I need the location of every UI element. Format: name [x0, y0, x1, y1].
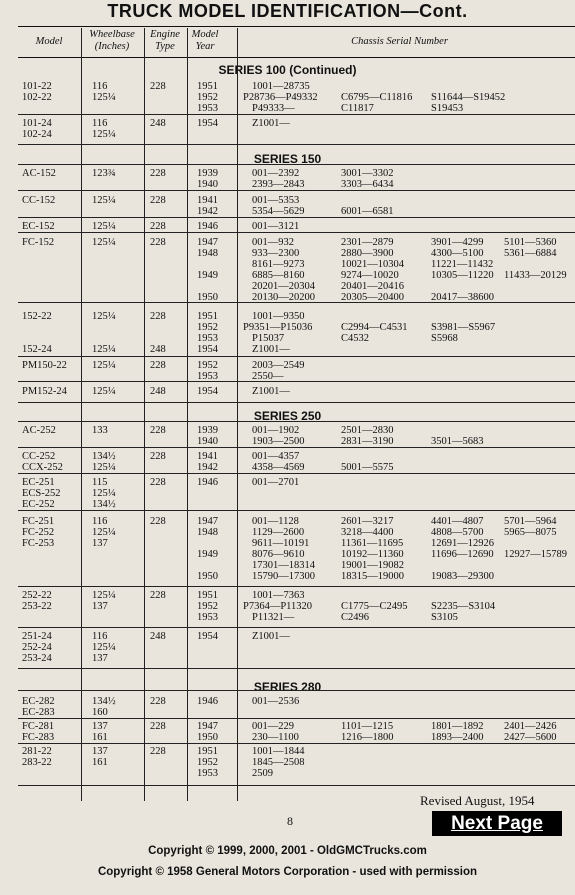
year-cell: 1950 [197, 292, 218, 303]
year-cell: 1948 [197, 248, 218, 259]
serial-range-cell: 1216—1800 [341, 732, 394, 743]
year-cell: 1952 [197, 601, 218, 612]
wheelbase-cell: 125¼ [92, 488, 116, 499]
serial-range-cell: 5101—5360 [504, 237, 557, 248]
engine-cell: 228 [150, 425, 166, 436]
serial-range-cell: 6001—6581 [341, 206, 394, 217]
wheelbase-cell: 161 [92, 757, 108, 768]
wheelbase-cell: 116 [92, 81, 108, 92]
serial-range-cell: 20305—20400 [341, 292, 404, 303]
serial-range-cell: 2831—3190 [341, 436, 394, 447]
serial-range-cell: 5001—5575 [341, 462, 394, 473]
year-cell: 1947 [197, 516, 218, 527]
wheelbase-cell: 160 [92, 707, 108, 718]
serial-range-cell: 12927—15789 [504, 549, 567, 560]
serial-range-cell: S3981—S5967 [431, 322, 496, 333]
wheelbase-cell: 125¼ [92, 92, 116, 103]
model-cell: 101-24 [22, 118, 52, 129]
serial-range-cell: 3901—4299 [431, 237, 484, 248]
year-cell: 1953 [197, 371, 218, 382]
year-cell: 1946 [197, 221, 218, 232]
serial-range-cell: P49333— [252, 103, 295, 114]
serial-range-cell: P11321— [252, 612, 295, 623]
model-cell: AC-252 [22, 425, 56, 436]
serial-range-cell: S3105 [431, 612, 458, 623]
serial-range-cell: 001—5353 [252, 195, 300, 206]
model-cell: 252-24 [22, 642, 52, 653]
serial-range-cell: 1101—1215 [341, 721, 394, 732]
serial-range-cell: 3303—6434 [341, 179, 394, 190]
model-cell: CC-152 [22, 195, 56, 206]
year-cell: 1953 [197, 612, 218, 623]
serial-range-cell: Z1001— [252, 386, 290, 397]
year-cell: 1942 [197, 462, 218, 473]
serial-range-cell: 3001—3302 [341, 168, 394, 179]
col-header-model: Model [35, 36, 63, 47]
row-divider [18, 164, 575, 165]
row-divider [18, 402, 575, 403]
serial-range-cell: 11221—11432 [431, 259, 494, 270]
serial-range-cell: 5701—5964 [504, 516, 557, 527]
serial-range-cell: 230—1100 [252, 732, 299, 743]
row-divider [18, 114, 575, 115]
row-divider [18, 718, 575, 719]
year-cell: 1946 [197, 477, 218, 488]
engine-cell: 228 [150, 696, 166, 707]
year-cell: 1953 [197, 333, 218, 344]
serial-range-cell: C2994—C4531 [341, 322, 408, 333]
model-cell: PM152-24 [22, 386, 67, 397]
model-cell: FC-252 [22, 527, 55, 538]
engine-cell: 228 [150, 451, 166, 462]
serial-range-cell: 1001—7363 [252, 590, 305, 601]
wheelbase-cell: 161 [92, 732, 108, 743]
serial-range-cell: 12691—12926 [431, 538, 494, 549]
serial-range-cell: S19453 [431, 103, 464, 114]
engine-cell: 228 [150, 590, 166, 601]
engine-cell: 228 [150, 311, 166, 322]
year-cell: 1953 [197, 103, 218, 114]
year-cell: 1952 [197, 757, 218, 768]
engine-cell: 228 [150, 746, 166, 757]
wheelbase-cell: 134½ [92, 696, 116, 707]
year-cell: 1941 [197, 195, 218, 206]
serial-range-cell: 933—2300 [252, 248, 300, 259]
wheelbase-cell: 125¼ [92, 129, 116, 140]
model-cell: 101-22 [22, 81, 52, 92]
year-cell: 1948 [197, 527, 218, 538]
engine-cell: 228 [150, 477, 166, 488]
model-cell: 253-22 [22, 601, 52, 612]
revision-note: Revised August, 1954 [420, 793, 535, 808]
page-number: 8 [287, 814, 293, 828]
model-cell: 252-22 [22, 590, 52, 601]
serial-range-cell: 3218—4400 [341, 527, 394, 538]
model-cell: EC-282 [22, 696, 55, 707]
year-cell: 1939 [197, 168, 218, 179]
year-cell: 1946 [197, 696, 218, 707]
serial-range-cell: S11644—S19452 [431, 92, 506, 103]
model-cell: 281-22 [22, 746, 52, 757]
year-cell: 1950 [197, 732, 218, 743]
serial-range-cell: 4300—5100 [431, 248, 484, 259]
page-title: TRUCK MODEL IDENTIFICATION—Cont. [107, 1, 468, 21]
engine-cell: 228 [150, 168, 166, 179]
serial-range-cell: 19001—19082 [341, 560, 404, 571]
serial-range-cell: 19083—29300 [431, 571, 494, 582]
model-cell: FC-253 [22, 538, 55, 549]
copyright-site: Copyright © 1999, 2000, 2001 - OldGMCTrucks.com [148, 845, 427, 857]
year-cell: 1940 [197, 436, 218, 447]
wheelbase-cell: 116 [92, 118, 108, 129]
wheelbase-cell: 134½ [92, 451, 116, 462]
serial-range-cell: C6795—C11816 [341, 92, 413, 103]
model-cell: 102-24 [22, 129, 52, 140]
model-cell: EC-252 [22, 499, 55, 510]
wheelbase-cell: 137 [92, 653, 108, 664]
year-cell: 1950 [197, 571, 218, 582]
serial-range-cell: 20417—38600 [431, 292, 494, 303]
serial-range-cell: 18315—19000 [341, 571, 404, 582]
year-cell: 1954 [197, 386, 218, 397]
serial-range-cell: S2235—S3104 [431, 601, 496, 612]
model-cell: FC-251 [22, 516, 55, 527]
engine-cell: 228 [150, 360, 166, 371]
serial-range-cell: 1845—2508 [252, 757, 305, 768]
serial-range-cell: P15037 [252, 333, 285, 344]
model-cell: 283-22 [22, 757, 52, 768]
serial-range-cell: 10021—10304 [341, 259, 404, 270]
wheelbase-cell: 137 [92, 601, 108, 612]
serial-range-cell: C1775—C2495 [341, 601, 408, 612]
serial-range-cell: 1001—1844 [252, 746, 305, 757]
col-header-wheelbase: Wheelbase [89, 29, 135, 40]
serial-range-cell: Z1001— [252, 118, 290, 129]
row-divider [18, 668, 575, 669]
serial-range-cell: 4808—5700 [431, 527, 484, 538]
model-cell: FC-281 [22, 721, 55, 732]
year-cell: 1951 [197, 311, 218, 322]
wheelbase-cell: 116 [92, 631, 108, 642]
row-divider [18, 381, 575, 382]
table-header [18, 26, 575, 58]
wheelbase-cell: 125¼ [92, 195, 116, 206]
wheelbase-cell: 125¼ [92, 642, 116, 653]
engine-cell: 228 [150, 721, 166, 732]
year-cell: 1952 [197, 360, 218, 371]
row-divider [18, 447, 575, 448]
wheelbase-cell: 125¼ [92, 237, 116, 248]
wheelbase-cell: 137 [92, 721, 108, 732]
serial-range-cell: S5968 [431, 333, 458, 344]
row-divider [18, 586, 575, 587]
series-heading: SERIES 100 (Continued) [218, 63, 357, 77]
year-cell: 1942 [197, 206, 218, 217]
engine-cell: 248 [150, 344, 166, 355]
year-cell: 1949 [197, 270, 218, 281]
row-divider [18, 217, 575, 218]
serial-range-cell: 5354—5629 [252, 206, 305, 217]
year-cell: 1953 [197, 768, 218, 779]
serial-range-cell: 8076—9610 [252, 549, 305, 560]
model-cell: FC-283 [22, 732, 55, 743]
serial-range-cell: Z1001— [252, 344, 290, 355]
serial-range-cell: 2550— [252, 371, 284, 382]
year-cell: 1951 [197, 590, 218, 601]
serial-range-cell: 001—229 [252, 721, 294, 732]
model-cell: EC-251 [22, 477, 55, 488]
col-header-year: Year [195, 41, 215, 52]
wheelbase-cell: 133 [92, 425, 108, 436]
serial-range-cell: 6885—8160 [252, 270, 305, 281]
wheelbase-cell: 125¼ [92, 360, 116, 371]
engine-cell: 248 [150, 386, 166, 397]
year-cell: 1947 [197, 237, 218, 248]
year-cell: 1939 [197, 425, 218, 436]
serial-range-cell: 20130—20200 [252, 292, 315, 303]
row-divider [18, 473, 575, 474]
year-cell: 1951 [197, 81, 218, 92]
serial-range-cell: C4532 [341, 333, 370, 344]
serial-range-cell: P9351—P15036 [243, 322, 313, 333]
serial-range-cell: 001—2392 [252, 168, 300, 179]
year-cell: 1954 [197, 344, 218, 355]
row-divider [18, 627, 575, 628]
wheelbase-cell: 125¼ [92, 462, 116, 473]
series-heading: SERIES 150 [253, 152, 322, 166]
serial-range-cell: 001—932 [252, 237, 294, 248]
serial-range-cell: 2401—2426 [504, 721, 557, 732]
model-cell: AC-152 [22, 168, 56, 179]
serial-range-cell: 1893—2400 [431, 732, 484, 743]
wheelbase-cell: 125¼ [92, 311, 116, 322]
row-divider [18, 743, 575, 744]
serial-range-cell: 2880—3900 [341, 248, 394, 259]
model-cell: 102-22 [22, 92, 52, 103]
serial-range-cell: 2601—3217 [341, 516, 394, 527]
model-cell: 251-24 [22, 631, 52, 642]
year-cell: 1941 [197, 451, 218, 462]
serial-range-cell: 3501—5683 [431, 436, 484, 447]
wheelbase-cell: 137 [92, 746, 108, 757]
wheelbase-cell: 125¼ [92, 344, 116, 355]
wheelbase-cell: 125¼ [92, 386, 116, 397]
next-page-button[interactable]: Next Page [432, 811, 562, 836]
engine-cell: 228 [150, 221, 166, 232]
year-cell: 1949 [197, 549, 218, 560]
serial-range-cell: 001—2536 [252, 696, 300, 707]
engine-cell: 228 [150, 81, 166, 92]
copyright-gm: Copyright © 1958 General Motors Corporation - used with permission [97, 866, 478, 878]
model-cell: CC-252 [22, 451, 56, 462]
serial-range-cell: P28736—P49332 [243, 92, 318, 103]
serial-range-cell: 2393—2843 [252, 179, 305, 190]
engine-cell: 248 [150, 631, 166, 642]
engine-cell: 228 [150, 237, 166, 248]
model-cell: 152-22 [22, 311, 52, 322]
wheelbase-cell: 125¼ [92, 221, 116, 232]
serial-range-cell: C2496 [341, 612, 370, 623]
serial-range-cell: P7364—P11320 [243, 601, 313, 612]
serial-range-cell: 5965—8075 [504, 527, 557, 538]
model-cell: EC-283 [22, 707, 55, 718]
row-divider [18, 190, 575, 191]
wheelbase-cell: 123¾ [92, 168, 116, 179]
col-header-engine: Engine [150, 29, 180, 40]
serial-range-cell: 20201—20304 [252, 281, 315, 292]
serial-range-cell: 2427—5600 [504, 732, 557, 743]
wheelbase-cell: 116 [92, 516, 108, 527]
year-cell: 1940 [197, 179, 218, 190]
year-cell: 1954 [197, 631, 218, 642]
wheelbase-cell: 115 [92, 477, 108, 488]
row-divider [18, 356, 575, 357]
serial-range-cell: 10305—11220 [431, 270, 494, 281]
wheelbase-cell: 125¼ [92, 590, 116, 601]
serial-range-cell: 2501—2830 [341, 425, 394, 436]
col-header-serial: Chassis Serial Number [351, 36, 448, 47]
serial-range-cell: 001—3121 [252, 221, 300, 232]
serial-range-cell: 17301—18314 [252, 560, 315, 571]
serial-range-cell: 1903—2500 [252, 436, 305, 447]
row-divider [18, 232, 575, 233]
year-cell: 1952 [197, 322, 218, 333]
year-cell: 1947 [197, 721, 218, 732]
col-header-engine-type: Type [155, 41, 175, 52]
row-divider [18, 421, 575, 422]
serial-range-cell: 9274—10020 [341, 270, 399, 281]
serial-range-cell: Z1001— [252, 631, 290, 642]
serial-range-cell: 10192—11360 [341, 549, 404, 560]
serial-range-cell: 20401—20416 [341, 281, 404, 292]
engine-cell: 228 [150, 195, 166, 206]
serial-range-cell: 001—2701 [252, 477, 300, 488]
model-cell: CCX-252 [22, 462, 63, 473]
serial-range-cell: 1129—2600 [252, 527, 305, 538]
serial-range-cell: 15790—17300 [252, 571, 315, 582]
serial-range-cell: 9611—10191 [252, 538, 310, 549]
model-cell: EC-152 [22, 221, 55, 232]
serial-range-cell: 8161—9273 [252, 259, 305, 270]
model-cell: 152-24 [22, 344, 52, 355]
model-cell: 253-24 [22, 653, 52, 664]
serial-range-cell: 2509 [252, 768, 273, 779]
series-heading: SERIES 250 [253, 409, 322, 423]
model-cell: ECS-252 [22, 488, 61, 499]
serial-range-cell: 001—4357 [252, 451, 300, 462]
row-divider [18, 144, 575, 145]
col-header-wheelbase-unit: (Inches) [94, 41, 130, 52]
serial-range-cell: C11817 [341, 103, 374, 114]
wheelbase-cell: 125¼ [92, 527, 116, 538]
serial-range-cell: 2003—2549 [252, 360, 305, 371]
serial-range-cell: 1001—9350 [252, 311, 305, 322]
engine-cell: 228 [150, 516, 166, 527]
wheelbase-cell: 134½ [92, 499, 116, 510]
serial-range-cell: 001—1902 [252, 425, 300, 436]
serial-range-cell: 001—1128 [252, 516, 299, 527]
model-cell: PM150-22 [22, 360, 67, 371]
year-cell: 1952 [197, 92, 218, 103]
serial-range-cell: 4401—4807 [431, 516, 484, 527]
row-divider [18, 690, 575, 691]
serial-range-cell: 4358—4569 [252, 462, 305, 473]
serial-range-cell: 5361—6884 [504, 248, 557, 259]
model-cell: FC-152 [22, 237, 55, 248]
serial-range-cell: 11433—20129 [504, 270, 567, 281]
serial-range-cell: 2301—2879 [341, 237, 394, 248]
serial-range-cell: 1001—28735 [252, 81, 310, 92]
engine-cell: 248 [150, 118, 166, 129]
row-divider [18, 510, 575, 511]
serial-range-cell: 1801—1892 [431, 721, 484, 732]
serial-range-cell: 11361—11695 [341, 538, 404, 549]
series-heading: SERIES 280 [253, 680, 322, 694]
row-divider [18, 785, 575, 786]
year-cell: 1954 [197, 118, 218, 129]
serial-range-cell: 11696—12690 [431, 549, 494, 560]
col-header-model-year: Model [191, 29, 219, 40]
wheelbase-cell: 137 [92, 538, 108, 549]
year-cell: 1951 [197, 746, 218, 757]
